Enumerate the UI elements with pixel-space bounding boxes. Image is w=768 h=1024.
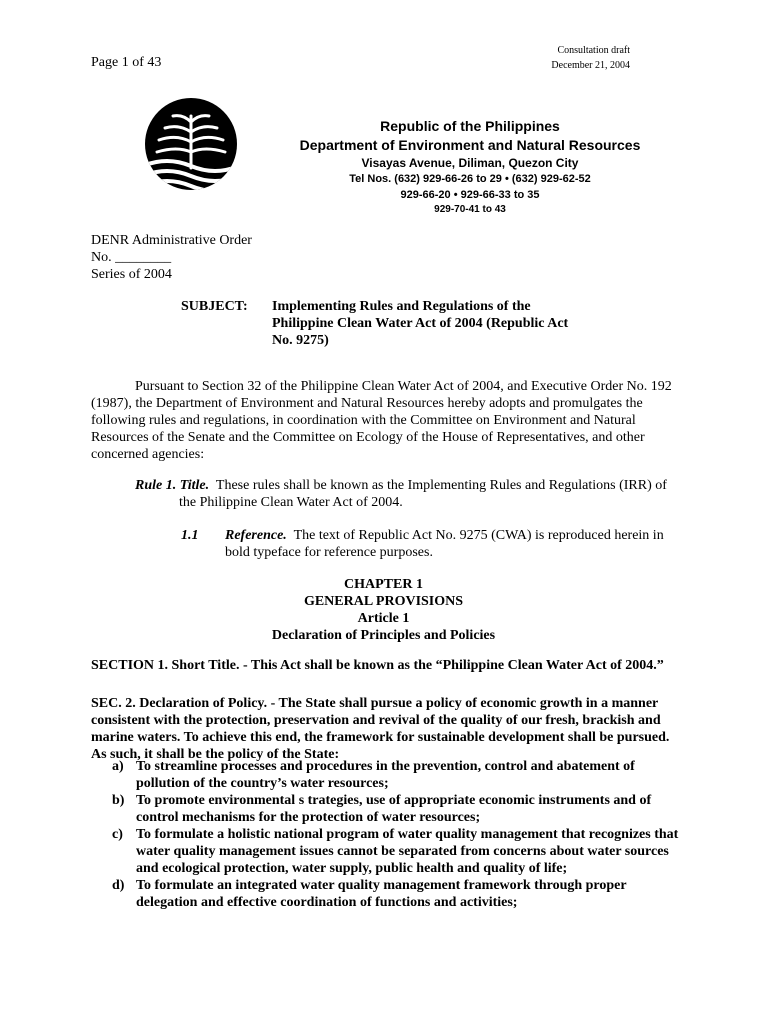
draft-notice: [551, 43, 630, 73]
rule-1-line: the Philippine Clean Water Act of 2004.: [179, 495, 403, 510]
preamble-line: Resources of the Senate and the Committee on Ecology of the House of Representatives, and other: [91, 430, 645, 445]
preamble-line: (1987), the Department of Environment and Natural Resources hereby adopts and promulgates the: [91, 396, 643, 411]
denr-logo-icon: [143, 96, 239, 192]
subject-line: No. 9275): [272, 333, 329, 348]
reference-line: bold typeface for reference purposes.: [225, 545, 433, 560]
list-item-line: To formulate an integrated water quality management framework through proper: [136, 878, 627, 893]
preamble-line: Pursuant to Section 32 of the Philippine Clean Water Act of 2004, and Executive Order No. 192: [135, 379, 672, 394]
list-item: [112, 877, 682, 911]
list-item: [112, 792, 682, 826]
rule-1-line: These rules shall be known as the Implementing Rules and Regulations (IRR) of: [215, 478, 667, 493]
reference-number: 1.1: [181, 528, 199, 543]
rule-1: [135, 477, 675, 511]
section-2-line: As such, it shall be the policy of the State:: [91, 747, 340, 762]
preamble-line: concerned agencies:: [91, 447, 205, 462]
page-number: Page 1 of 43: [91, 55, 162, 70]
letterhead-address: Visayas Avenue, Diliman, Quezon City: [361, 156, 579, 170]
list-item: [112, 758, 682, 792]
preamble-paragraph: [91, 378, 676, 463]
list-item-line: To promote environmental s trategies, use of appropriate economic instruments and of: [136, 793, 652, 808]
subject-label: SUBJECT:: [181, 299, 248, 314]
list-item-label: d): [112, 878, 125, 893]
reference-heading: Reference.: [225, 528, 287, 543]
chapter-title: GENERAL PROVISIONS: [303, 594, 464, 609]
order-title: DENR Administrative Order: [91, 233, 252, 248]
preamble-line: following rules and regulations, in coordination with the Committee on Environment and Natural: [91, 413, 636, 428]
order-block: [91, 232, 252, 283]
reference-1-1: [181, 527, 676, 561]
subject-line: Implementing Rules and Regulations of the: [272, 299, 531, 314]
list-item-label: b): [112, 793, 125, 808]
section-2-line: marine waters. To achieve this end, the framework for sustainable development shall be pursued.: [91, 730, 670, 745]
reference-line: The text of Republic Act No. 9275 (CWA) is reproduced herein in: [293, 528, 664, 543]
section-1: SECTION 1. Short Title. - This Act shall be known as the “Philippine Clean Water Act of 2004.”: [91, 658, 664, 673]
letterhead-republic: Republic of the Philippines: [380, 118, 560, 134]
letterhead-tel-2: 929-66-20 • 929-66-33 to 35: [400, 189, 540, 201]
letterhead-tel-3: 929-70-41 to 43: [434, 204, 506, 215]
list-item-label: a): [112, 759, 124, 774]
list-item: [112, 826, 682, 877]
subject-line: Philippine Clean Water Act of 2004 (Republic Act: [272, 316, 569, 331]
subject-text: [272, 298, 592, 349]
list-item-line: and ecological protection, water supply, public health and quality of life;: [136, 861, 568, 876]
list-item-line: To streamline processes and procedures in the prevention, control and abatement of: [136, 759, 635, 774]
list-item-line: control mechanisms for the protection of water resources;: [136, 810, 481, 825]
section-2-line: consistent with the protection, preservation and revival of the quality of our fresh, brackish and: [91, 713, 661, 728]
draft-date: December 21, 2004: [551, 60, 630, 71]
article-title: Declaration of Principles and Policies: [271, 628, 496, 643]
list-item-label: c): [112, 827, 123, 842]
policy-list: [112, 758, 682, 911]
chapter-heading: [91, 576, 676, 644]
section-2-line: SEC. 2. Declaration of Policy. - The State shall pursue a policy of economic growth in a manner: [91, 696, 659, 711]
order-number: No. ________: [91, 250, 172, 265]
chapter-number: CHAPTER 1: [344, 577, 423, 592]
article-number: Article 1: [357, 611, 410, 626]
list-item-line: pollution of the country’s water resources;: [136, 776, 389, 791]
list-item-line: To formulate a holistic national program of water quality management that recognizes that: [136, 827, 679, 842]
order-series: Series of 2004: [91, 267, 172, 282]
letterhead-department: Department of Environment and Natural Resources: [299, 137, 641, 153]
list-item-line: water quality management issues cannot be separated from concerns about water sources: [136, 844, 669, 859]
letterhead: [280, 117, 660, 216]
list-item-line: delegation and effective coordination of functions and activities;: [136, 895, 518, 910]
letterhead-tel-1: Tel Nos. (632) 929-66-26 to 29 • (632) 929-62-52: [349, 173, 591, 185]
section-2: [91, 695, 681, 763]
rule-1-heading: Rule 1. Title.: [135, 478, 210, 493]
draft-label: Consultation draft: [557, 45, 630, 56]
